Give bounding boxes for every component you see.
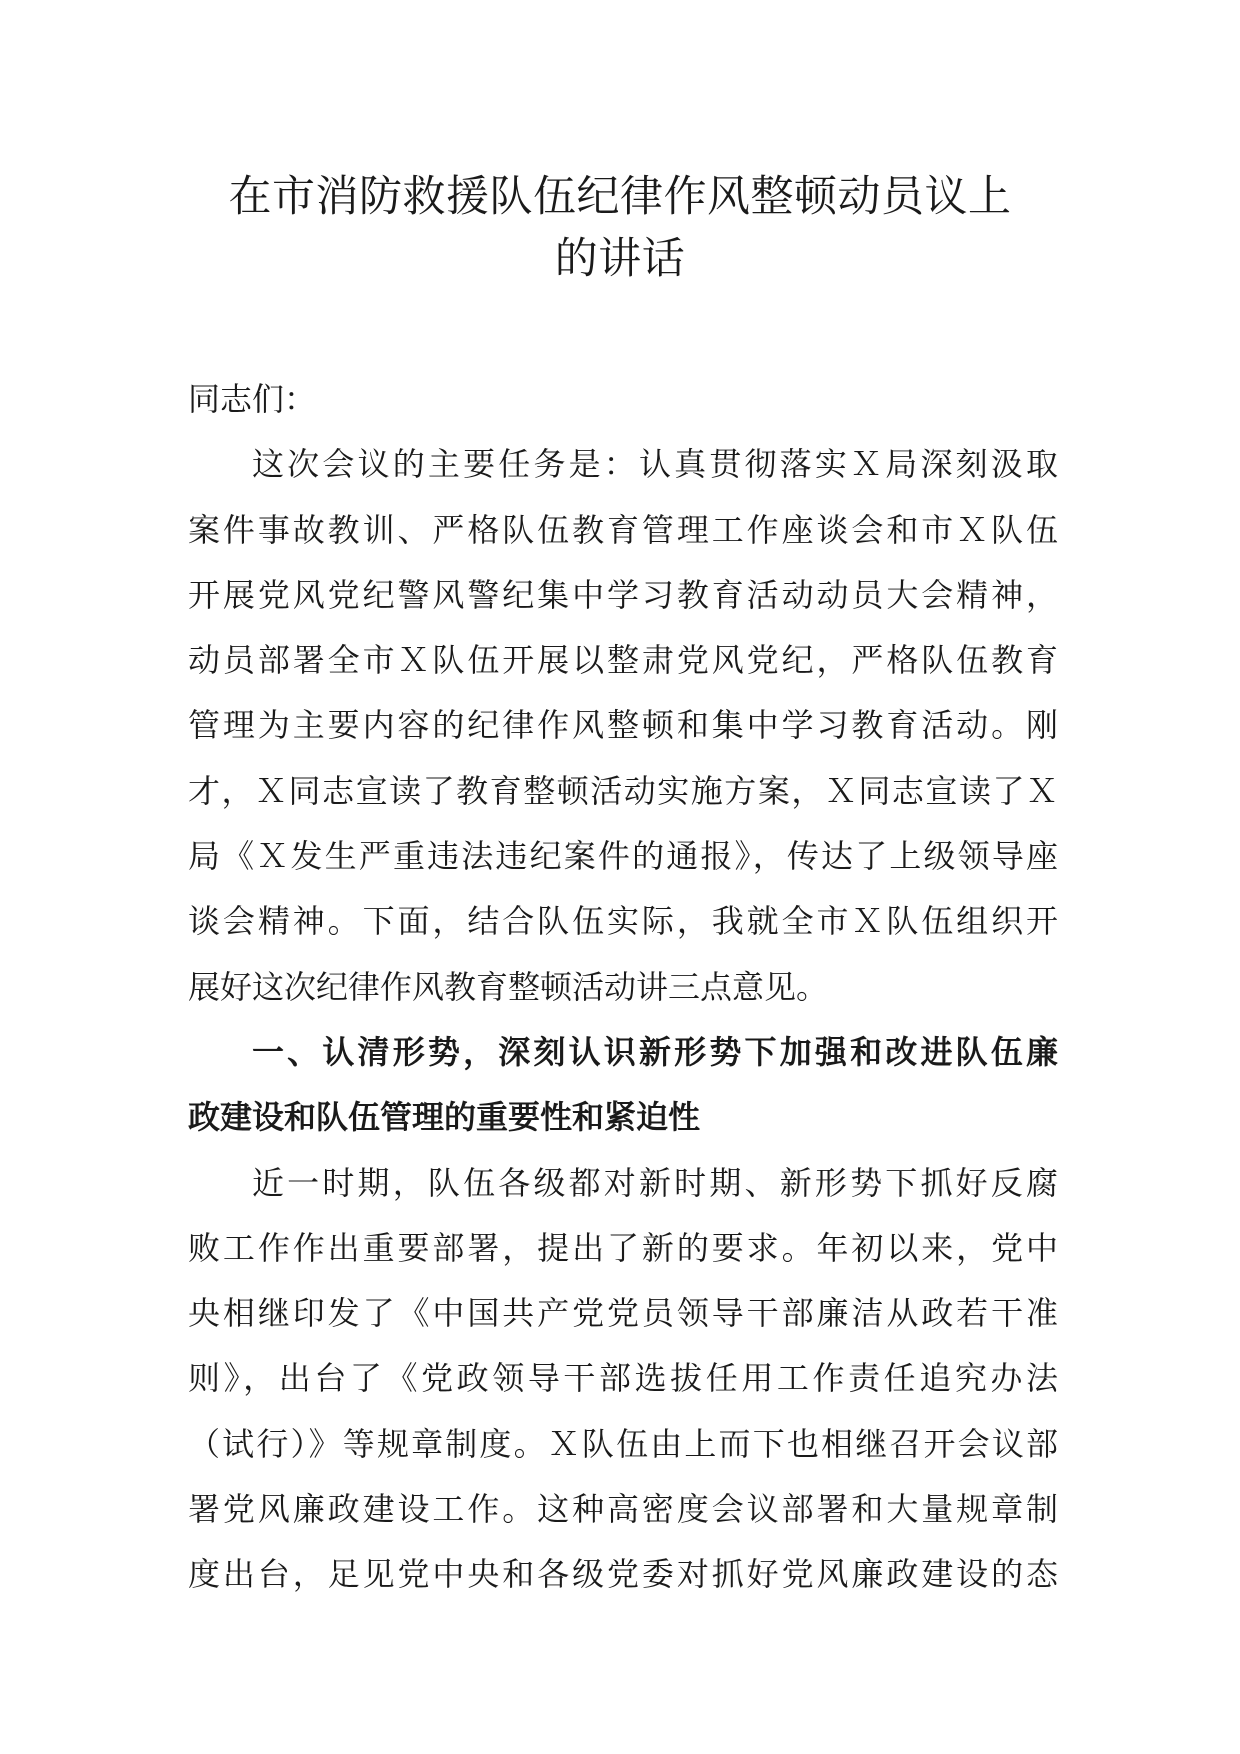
paragraph-line: 动员部署全市Ｘ队伍开展以整肃党风党纪，严格队伍教育	[188, 641, 1058, 680]
paragraph-line: 败工作作出重要部署，提出了新的要求。年初以来，党中	[188, 1228, 1058, 1267]
paragraph-line: 开展党风党纪警风警纪集中学习教育活动动员大会精神，	[188, 575, 1058, 614]
paragraph-line: 才，Ｘ同志宣读了教育整顿活动实施方案，Ｘ同志宣读了Ｘ	[188, 771, 1058, 810]
paragraph-line: 局《Ｘ发生严重违法违纪案件的通报》，传达了上级领导座	[188, 837, 1058, 876]
paragraph-line: 央相继印发了《中国共产党党员领导干部廉洁从政若干准	[188, 1294, 1058, 1333]
title-line: 的讲话	[554, 234, 686, 284]
paragraph-line: 近一时期，队伍各级都对新时期、新形势下抓好反腐	[252, 1163, 1058, 1202]
paragraph-line: 则》，出台了《党政领导干部选拔任用工作责任追究办法	[188, 1359, 1058, 1398]
heading-line: 政建设和队伍管理的重要性和紧迫性	[188, 1098, 701, 1137]
paragraph-line: 谈会精神。下面，结合队伍实际，我就全市Ｘ队伍组织开	[188, 902, 1058, 941]
paragraph-line: 案件事故教训、严格队伍教育管理工作座谈会和市Ｘ队伍	[188, 510, 1058, 549]
paragraph-line: （试行）》等规章制度。Ｘ队伍由上而下也相继召开会议部	[188, 1424, 1058, 1463]
paragraph-situation	[188, 1151, 1058, 1608]
heading-line: 一、认清形势，深刻认识新形势下加强和改进队伍廉	[252, 1032, 1058, 1071]
document-body	[188, 367, 1058, 1608]
paragraph-line: 展好这次纪律作风教育整顿活动讲三点意见。	[188, 967, 829, 1006]
paragraph-line: 管理为主要内容的纪律作风整顿和集中学习教育活动。刚	[188, 706, 1058, 745]
paragraph-line: 署党风廉政建设工作。这种高密度会议部署和大量规章制	[188, 1490, 1058, 1529]
title-line: 在市消防救援队伍纪律作风整顿动员议上	[228, 172, 1012, 222]
section-heading-1	[188, 1020, 1058, 1151]
document-title	[200, 166, 1040, 290]
paragraph-line: 这次会议的主要任务是：认真贯彻落实Ｘ局深刻汲取	[252, 445, 1058, 484]
salutation: 同志们：	[188, 380, 317, 418]
paragraph-line: 度出台，足见党中央和各级党委对抓好党风廉政建设的态	[188, 1555, 1058, 1594]
paragraph-intro	[188, 432, 1058, 1020]
